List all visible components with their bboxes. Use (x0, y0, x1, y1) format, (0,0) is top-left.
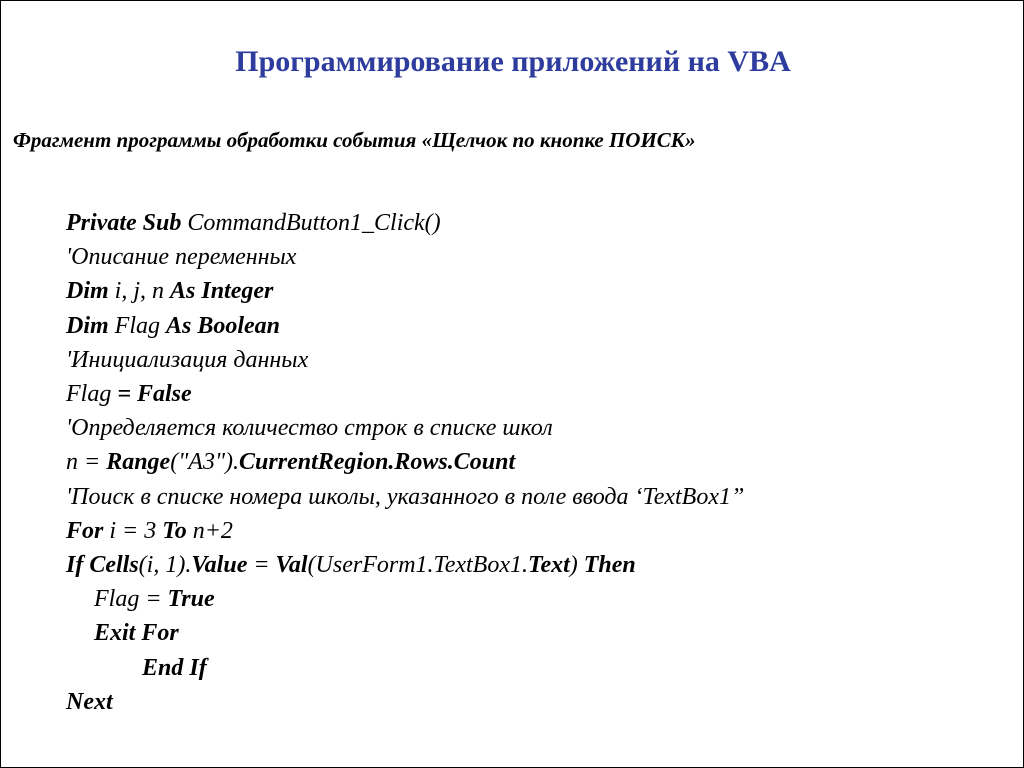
code-keyword: = False (117, 381, 192, 407)
code-keyword: End If (142, 654, 207, 681)
code-text: CommandButton1_Click() (181, 210, 441, 236)
code-line (66, 411, 553, 445)
code-text: Flag (66, 381, 118, 407)
code-line (66, 274, 273, 308)
code-text: (i, 1). (138, 552, 192, 578)
code-line (66, 240, 296, 274)
code-text: 'Поиск в списке номера школы, указанного в поле ввода ‘TextBox1” (66, 483, 745, 510)
code-line (66, 445, 515, 479)
code-keyword: As Integer (170, 278, 274, 305)
code-text: 'Описание переменных (66, 244, 297, 271)
code-keyword: Val (275, 552, 308, 578)
code-text: i, j, n (108, 278, 171, 305)
code-keyword: Exit For (94, 620, 179, 647)
code-keyword: If Cells (66, 552, 139, 578)
code-keyword: To (162, 517, 187, 544)
slide-subtitle: Фрагмент программы обработки события «Щелчок по кнопке ПОИСК» (13, 128, 696, 152)
code-line (66, 685, 113, 719)
code-text: Flag (108, 312, 166, 339)
code-line (66, 309, 280, 343)
code-line (94, 582, 215, 616)
code-line (66, 377, 192, 411)
code-text: 'Инициализация данных (66, 346, 309, 373)
code-keyword: Range (106, 449, 171, 476)
code-line (66, 206, 441, 240)
code-line (94, 616, 179, 650)
code-keyword: Value (191, 552, 248, 578)
code-line (66, 514, 233, 548)
code-keyword: Then (583, 552, 636, 578)
code-keyword: Private Sub (66, 210, 182, 236)
code-keyword: For (66, 517, 104, 544)
code-text: (UserForm1.TextBox1. (307, 552, 528, 578)
code-keyword: As Boolean (166, 312, 281, 339)
slide-title: Программирование приложений на VBA (235, 45, 791, 78)
code-line (142, 651, 207, 685)
code-text: n+2 (186, 517, 233, 544)
code-line (66, 548, 636, 582)
code-text: ("A3"). (170, 449, 240, 476)
code-text: Flag = (94, 586, 168, 613)
code-keyword: Next (66, 688, 113, 715)
code-keyword: Text (527, 552, 570, 578)
code-text: n = (66, 449, 107, 476)
code-line (66, 343, 308, 377)
code-text: = (247, 552, 276, 578)
code-keyword: CurrentRegion.Rows.Count (239, 449, 516, 476)
code-text: 'Определяется количество строк в списке школ (66, 415, 553, 442)
code-text: i = 3 (103, 517, 163, 544)
code-keyword: Dim (66, 278, 109, 305)
code-keyword: Dim (66, 312, 109, 339)
code-line (66, 480, 744, 514)
code-text: ) (569, 552, 584, 578)
code-keyword: True (167, 586, 215, 613)
